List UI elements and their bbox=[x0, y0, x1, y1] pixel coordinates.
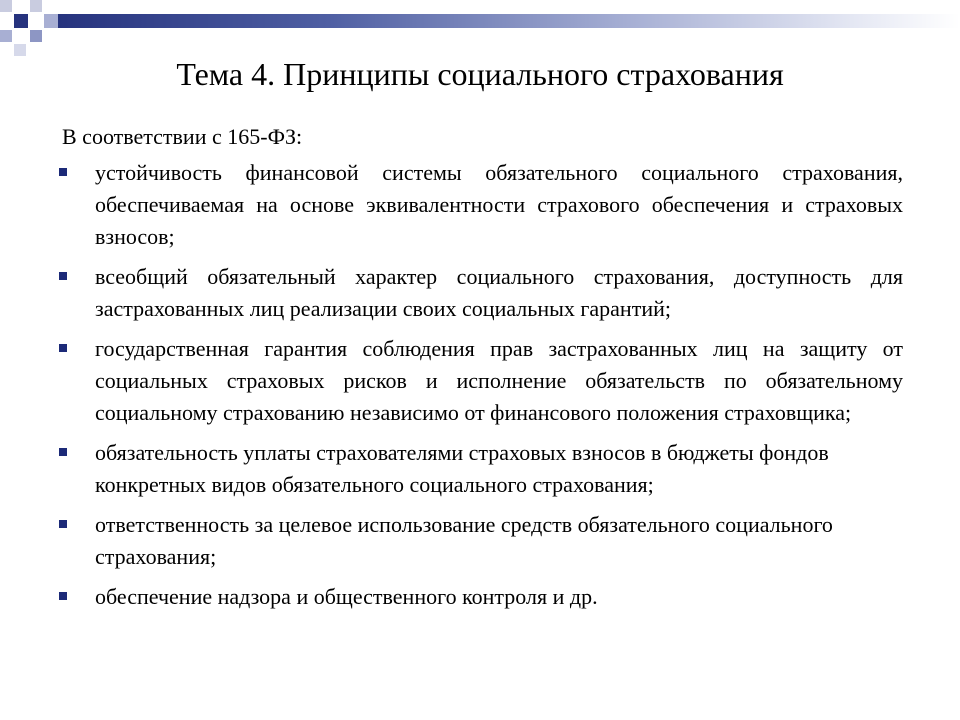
title-bar-stripe bbox=[58, 14, 960, 28]
list-item-text: государственная гарантия соблюдения прав застрахованных лиц на защиту от социальных страховых рисков и исполнение обязательств по обязательному социальному страхованию независимо от финансового положения страховщика; bbox=[95, 336, 903, 425]
slide-title: Тема 4. Принципы социального страхования bbox=[176, 56, 784, 92]
slide-decoration bbox=[0, 0, 960, 60]
list-item-text: всеобщий обязательный характер социального страхования, доступность для застрахованных лиц реализации своих социальных гарантий; bbox=[95, 264, 903, 321]
square-bullet-icon bbox=[59, 272, 67, 280]
list-item bbox=[55, 333, 903, 429]
decor-square bbox=[44, 14, 58, 28]
decor-square bbox=[30, 30, 42, 42]
list-item-text: ответственность за целевое использование средств обязательного социального страхования; bbox=[95, 512, 833, 569]
square-bullet-icon bbox=[59, 520, 67, 528]
list-item bbox=[55, 509, 903, 573]
decor-square bbox=[0, 0, 12, 12]
list-item bbox=[55, 157, 903, 253]
square-bullet-icon bbox=[59, 168, 67, 176]
square-bullet-icon bbox=[59, 448, 67, 456]
square-bullet-icon bbox=[59, 592, 67, 600]
list-item bbox=[55, 581, 903, 613]
list-item-text: обязательность уплаты страхователями страховых взносов в бюджеты фондов конкретных видов обязательного социального страхования; bbox=[95, 440, 829, 497]
intro-text: В соответствии с 165-ФЗ: bbox=[62, 124, 303, 149]
decor-square bbox=[14, 14, 28, 28]
square-bullet-icon bbox=[59, 344, 67, 352]
list-item-text: устойчивость финансовой системы обязательного социального страхования, обеспечиваемая на основе эквивалентности страхового обеспечения и страховых взносов; bbox=[95, 160, 903, 249]
list-item-text: обеспечение надзора и общественного контроля и др. bbox=[95, 584, 598, 609]
principles-list bbox=[55, 157, 903, 621]
list-item bbox=[55, 261, 903, 325]
list-item bbox=[55, 437, 903, 501]
decor-square bbox=[0, 30, 12, 42]
decor-square bbox=[30, 0, 42, 12]
